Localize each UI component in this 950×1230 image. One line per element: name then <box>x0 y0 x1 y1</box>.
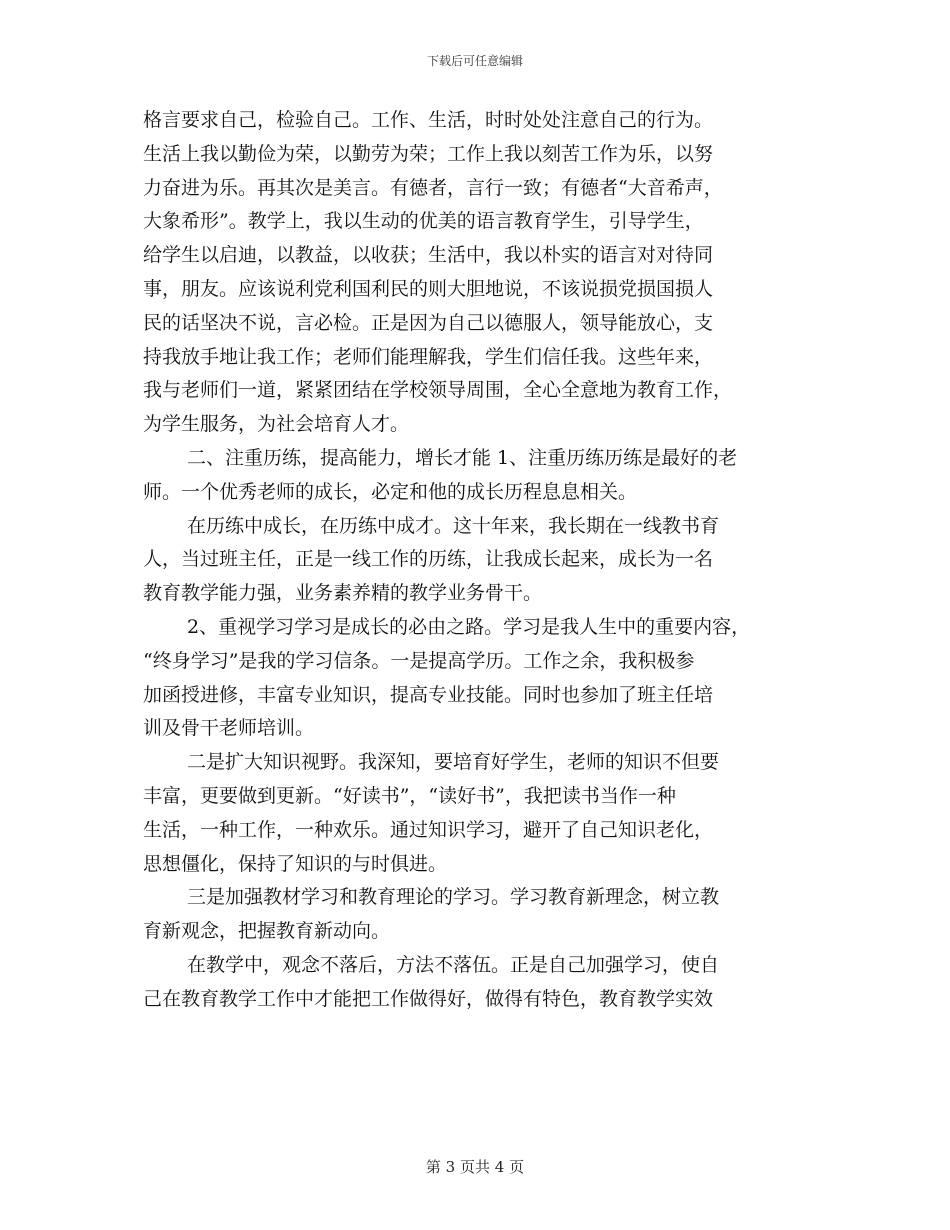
text-line: 人，当过班主任，正是一线工作的历练，让我成长起来，成长为一名 <box>143 548 714 571</box>
text-line: 为学生服务，为社会培育人才。 <box>143 413 410 436</box>
text-line: 师。一个优秀老师的成长，必定和他的成长历程息息相关。 <box>143 480 638 503</box>
paragraph-start-line: 二是扩大知识视野。我深知，要培育好学生，老师的知识不但要 <box>187 751 720 774</box>
text-line: 大象希形”。教学上，我以生动的优美的语言教育学生，引导学生， <box>143 210 704 233</box>
text-line: 教育教学能力强，业务素养精的教学业务骨干。 <box>143 582 543 605</box>
text-line: 生活上我以勤俭为荣，以勤劳为荣；工作上我以刻苦工作为乐，以努 <box>143 142 714 165</box>
paragraph-start-line: 在历练中成长，在历练中成才。这十年来，我长期在一线教书育 <box>187 514 720 537</box>
page-footer: 第 3 页共 4 页 <box>425 1158 525 1176</box>
text-line: 丰富，更要做到更新。“好读书”，“读好书”，我把读书当作一种 <box>143 784 676 807</box>
text-line: 民的话坚决不说，言必检。正是因为自己以德服人，领导能放心，支 <box>143 311 714 334</box>
document-body <box>143 104 809 1017</box>
paragraph-start-line: 在教学中，观念不落后，方法不落伍。正是自己加强学习，使自 <box>187 953 720 976</box>
text-line: 己在教育教学工作中才能把工作做得好，做得有特色，教育教学实效 <box>143 987 714 1010</box>
text-line: 思想僵化，保持了知识的与时俱进。 <box>143 852 448 875</box>
text-line: 给学生以启迪，以教益，以收获；生活中，我以朴实的语言对对待同 <box>143 244 714 267</box>
text-line: 力奋进为乐。再其次是美言。有德者，言行一致；有德者“大音希声， <box>143 176 723 199</box>
paragraph-start-line: 二、注重历练，提高能力，增长才能 1、注重历练历练是最好的老 <box>187 446 738 469</box>
text-line: 我与老师们一道，紧紧团结在学校领导周围，全心全意地为教育工作， <box>143 379 733 402</box>
text-line: 格言要求自己，检验自己。工作、生活，时时处处注意自己的行为。 <box>143 109 714 131</box>
text-line: 训及骨干老师培训。 <box>143 717 315 740</box>
text-line: 生活，一种工作，一种欢乐。通过知识学习，避开了自己知识老化， <box>143 818 714 841</box>
text-line: 育新观念，把握教育新动向。 <box>143 920 391 943</box>
text-line: 事，朋友。应该说利党利国利民的则大胆地说，不该说损党损国损人 <box>143 277 714 300</box>
text-line: “终身学习”是我的学习信条。一是提高学历。工作之余，我积极参 <box>143 649 695 672</box>
paragraph-start-line: 三是加强教材学习和教育理论的学习。学习教育新理念，树立教 <box>187 886 720 909</box>
text-line: 加函授进修，丰富专业知识，提高专业技能。同时也参加了班主任培 <box>143 683 714 706</box>
text-line: 持我放手地让我工作；老师们能理解我，学生们信任我。这些年来， <box>143 345 714 368</box>
page-header: 下载后可任意编辑 <box>426 54 523 68</box>
paragraph-start-line: 2、重视学习学习是成长的必由之路。学习是我人生中的重要内容， <box>187 615 751 638</box>
